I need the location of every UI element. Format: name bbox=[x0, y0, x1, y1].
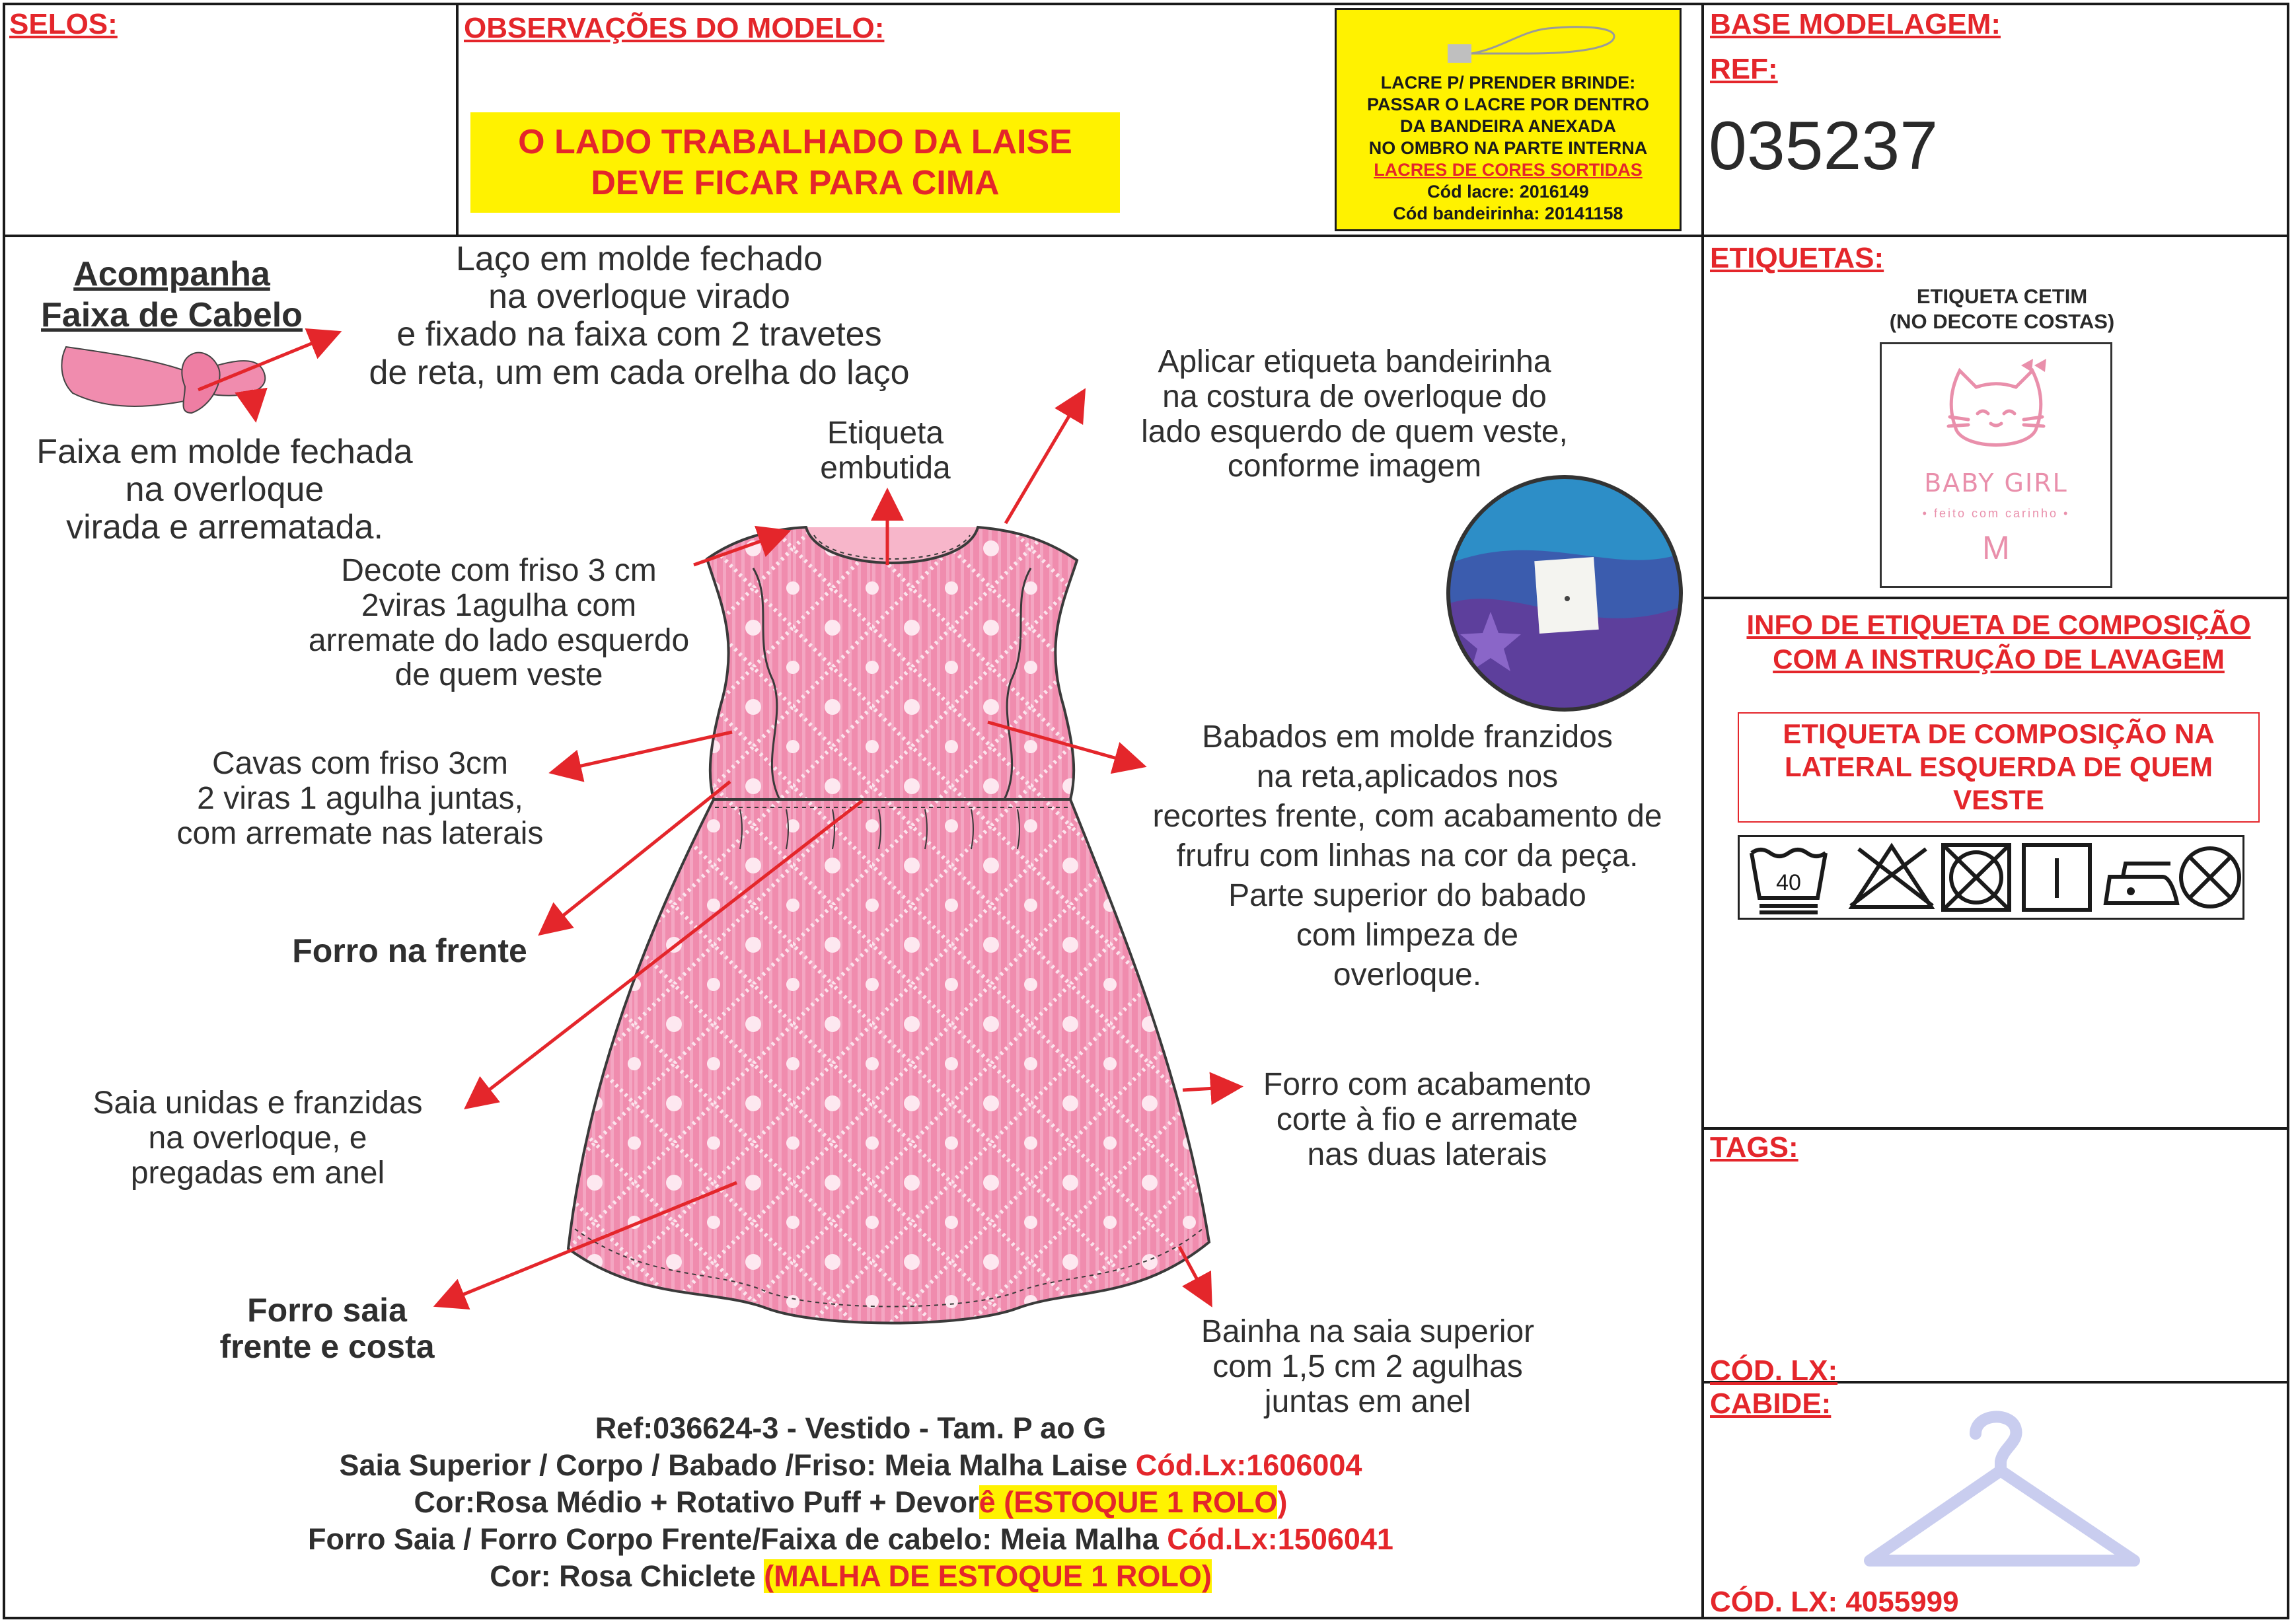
decote-line: de quem veste bbox=[394, 657, 603, 693]
etiqueta-cetim-line: ETIQUETA CETIM bbox=[1916, 285, 2088, 308]
info-composicao-line: COM A INSTRUÇÃO DE LAVAGEM bbox=[1773, 644, 2225, 675]
lacre-line: NO OMBRO NA PARTE INTERNA bbox=[1368, 138, 1648, 158]
no-dry-clean-icon bbox=[2181, 848, 2239, 906]
label-size: M bbox=[1982, 529, 2010, 566]
cod-lacre: Cód lacre: 2016149 bbox=[1427, 182, 1589, 202]
saia-line: pregadas em anel bbox=[130, 1155, 385, 1191]
spec-estoque: (ESTOQUE 1 ROLO bbox=[1004, 1485, 1278, 1519]
laise-note-line: O LADO TRABALHADO DA LAISE bbox=[518, 123, 1072, 161]
spec-cod-lx: Cód.Lx:1606004 bbox=[1135, 1448, 1362, 1482]
composicao-line: ETIQUETA DE COMPOSIÇÃO NA bbox=[1783, 718, 2215, 749]
bainha-line: com 1,5 cm 2 agulhas bbox=[1212, 1348, 1523, 1384]
etiquetas-label: ETIQUETAS: bbox=[1710, 242, 1884, 274]
babados-line: frufru com linhas na cor da peça. bbox=[1176, 838, 1639, 873]
saia-line: na overloque, e bbox=[148, 1120, 367, 1156]
spec-forro-cod: Cód.Lx:1506041 bbox=[1167, 1522, 1393, 1556]
cod-lx-cabide: CÓD. LX: 4055999 bbox=[1710, 1586, 1959, 1618]
info-composicao-title bbox=[1711, 608, 2286, 677]
cavas-line: com arremate nas laterais bbox=[176, 815, 544, 851]
care-symbols bbox=[1738, 835, 2244, 920]
hanger-icon bbox=[1850, 1407, 2154, 1579]
spec-color: Cor:Rosa Médio + Rotativo Puff + Devor bbox=[414, 1485, 979, 1519]
spec-forro-color: Cor: Rosa Chiclete bbox=[490, 1559, 764, 1593]
forro-acabamento-line: corte à fio e arremate bbox=[1276, 1101, 1578, 1137]
decote-line: arremate do lado esquerdo bbox=[308, 622, 690, 658]
spec-malha-estoque: (MALHA DE ESTOQUE 1 ROLO) bbox=[764, 1559, 1212, 1593]
babados-line: na reta,aplicados nos bbox=[1256, 759, 1559, 794]
no-bleach-icon bbox=[1851, 846, 1933, 907]
right-panel-divider bbox=[1701, 3, 1704, 1619]
base-modelagem-label: BASE MODELAGEM: bbox=[1710, 8, 2001, 40]
babados-line: recortes frente, com acabamento de bbox=[1152, 799, 1662, 834]
bainha-line: juntas em anel bbox=[1264, 1384, 1471, 1419]
forro-frente-note: Forro na frente bbox=[292, 932, 527, 969]
fabric-specs bbox=[0, 1410, 1701, 1595]
saia-line: Saia unidas e franzidas bbox=[93, 1086, 423, 1121]
faixa-line: virada e arrematada. bbox=[66, 508, 383, 547]
cavas-line: 2 viras 1 agulha juntas, bbox=[197, 780, 523, 816]
bandeirinha-line: na costura de overloque do bbox=[1162, 379, 1547, 414]
babados-line: Parte superior do babado bbox=[1228, 878, 1586, 913]
tags-label: TAGS: bbox=[1710, 1131, 1798, 1163]
composicao-line: VESTE bbox=[1953, 784, 2044, 815]
acompanha-line: Faixa de Cabelo bbox=[41, 296, 303, 334]
satin-label-card bbox=[1880, 342, 2112, 588]
lacre-cores-line: LACRES DE CORES SORTIDAS bbox=[1374, 160, 1643, 180]
line-dry-icon bbox=[2024, 845, 2090, 910]
decote-line: Decote com friso 3 cm bbox=[341, 553, 657, 588]
bandeirinha-line: Aplicar etiqueta bandeirinha bbox=[1158, 344, 1551, 379]
etiqueta-cetim-caption bbox=[1824, 284, 2180, 334]
laco-line: Laço em molde fechado bbox=[455, 240, 823, 278]
lacre-line: PASSAR O LACRE POR DENTRO bbox=[1366, 94, 1650, 114]
etiqueta-embutida-line: Etiqueta bbox=[827, 416, 944, 451]
no-tumble-dry-icon bbox=[1943, 845, 2009, 910]
laco-line: na overloque virado bbox=[488, 277, 790, 316]
right-divider-1 bbox=[1701, 597, 2289, 599]
observacoes-label: OBSERVAÇÕES DO MODELO: bbox=[464, 12, 885, 44]
selos-label: SELOS: bbox=[9, 8, 118, 40]
bandeirinha-line: conforme imagem bbox=[1227, 449, 1482, 484]
wash-temp: 40 bbox=[1776, 870, 1801, 895]
label-brand: BABY GIRL bbox=[1924, 468, 2068, 498]
laco-line: de reta, um em cada orelha do laço bbox=[369, 353, 910, 392]
ref-value: 035237 bbox=[1709, 108, 1939, 184]
spec-estoque-close: ) bbox=[1277, 1485, 1288, 1519]
laco-line: e fixado na faixa com 2 travetes bbox=[396, 315, 882, 354]
spec-forro: Forro Saia / Forro Corpo Frente/Faixa de cabelo: Meia Malha bbox=[308, 1522, 1167, 1556]
label-tagline: • feito com carinho • bbox=[1922, 507, 2070, 520]
acompanha-line: Acompanha bbox=[73, 255, 270, 293]
lacre-line: DA BANDEIRA ANEXADA bbox=[1399, 116, 1616, 136]
faixa-line: na overloque bbox=[125, 470, 324, 509]
spec-line-3 bbox=[0, 1484, 1701, 1521]
bandeirinha-line: lado esquerdo de quem veste, bbox=[1141, 414, 1568, 449]
iron-low-icon bbox=[2106, 864, 2177, 903]
decote-line: 2viras 1agulha com bbox=[361, 587, 637, 623]
spec-fabric: Saia Superior / Corpo / Babado /Friso: Meia Malha Laise bbox=[339, 1448, 1136, 1482]
bainha-line: Bainha na saia superior bbox=[1201, 1314, 1535, 1349]
etiqueta-cetim-line: (NO DECOTE COSTAS) bbox=[1889, 310, 2115, 333]
cat-logo-icon bbox=[1930, 351, 2062, 463]
forro-saia-line: Forro saia bbox=[247, 1292, 407, 1329]
right-divider-2 bbox=[1701, 1127, 2289, 1130]
forro-saia-line: frente e costa bbox=[219, 1328, 435, 1365]
ref-label: REF: bbox=[1710, 53, 1778, 85]
babados-line: overloque. bbox=[1333, 957, 1482, 992]
babados-line: com limpeza de bbox=[1296, 918, 1519, 953]
lacre-line: LACRE P/ PRENDER BRINDE: bbox=[1380, 73, 1636, 92]
spec-line-4 bbox=[0, 1521, 1701, 1558]
composicao-box bbox=[1738, 712, 2260, 823]
forro-acabamento-line: nas duas laterais bbox=[1307, 1136, 1547, 1172]
etiqueta-embutida-line: embutida bbox=[820, 450, 951, 486]
cod-bandeirinha: Cód bandeirinha: 20141158 bbox=[1393, 203, 1623, 223]
spec-color-tail: ê bbox=[979, 1485, 1004, 1519]
info-composicao-line: INFO DE ETIQUETA DE COMPOSIÇÃO bbox=[1746, 609, 2251, 640]
cod-lx-label: CÓD. LX: bbox=[1710, 1354, 1838, 1387]
faixa-line: Faixa em molde fechada bbox=[36, 433, 413, 471]
composicao-line: LATERAL ESQUERDA DE QUEM bbox=[1785, 751, 2213, 782]
cavas-line: Cavas com friso 3cm bbox=[211, 746, 509, 781]
laise-note-line: DEVE FICAR PARA CIMA bbox=[591, 164, 1000, 202]
babados-line: Babados em molde franzidos bbox=[1202, 720, 1613, 755]
spec-line-5 bbox=[0, 1558, 1701, 1595]
spec-line-2 bbox=[0, 1447, 1701, 1484]
spec-line-1: Ref:036624-3 - Vestido - Tam. P ao G bbox=[595, 1411, 1107, 1445]
cabide-label: CABIDE: bbox=[1710, 1387, 1832, 1420]
forro-acabamento-line: Forro com acabamento bbox=[1263, 1067, 1592, 1102]
